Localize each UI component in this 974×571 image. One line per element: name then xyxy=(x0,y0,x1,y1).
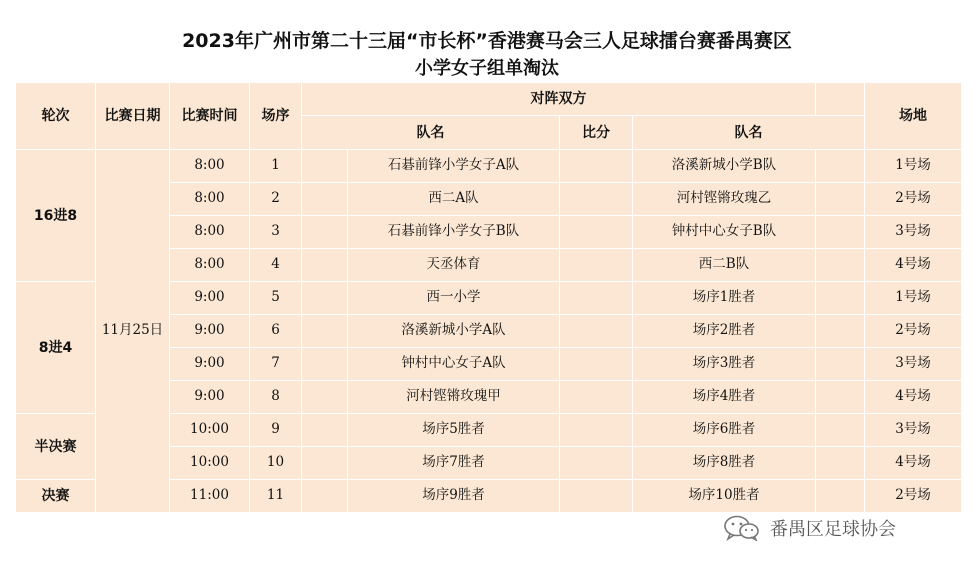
seq-cell: 1 xyxy=(250,150,302,183)
round-cell: 决赛 xyxy=(16,480,96,513)
venue-cell: 1号场 xyxy=(865,150,962,183)
spacer-cell xyxy=(302,447,348,480)
spacer-cell xyxy=(816,447,865,480)
venue-cell: 2号场 xyxy=(865,315,962,348)
spacer-cell xyxy=(302,381,348,414)
round-cell: 半决赛 xyxy=(16,414,96,480)
team-a-cell: 场序5胜者 xyxy=(348,414,560,447)
score-cell xyxy=(560,381,633,414)
spacer-cell xyxy=(302,216,348,249)
round-cell: 16进8 xyxy=(16,150,96,282)
venue-cell: 3号场 xyxy=(865,216,962,249)
time-cell: 9:00 xyxy=(170,381,250,414)
team-a-cell: 天丞体育 xyxy=(348,249,560,282)
spacer-cell xyxy=(816,150,865,183)
score-cell xyxy=(560,447,633,480)
team-b-cell: 场序1胜者 xyxy=(633,282,816,315)
score-cell xyxy=(560,480,633,513)
team-a-cell: 西二A队 xyxy=(348,183,560,216)
spacer-cell xyxy=(816,480,865,513)
page-title: 2023年广州市第二十三届“市长杯”香港赛马会三人足球擂台赛番禺赛区 xyxy=(182,30,792,52)
team-b-cell: 场序10胜者 xyxy=(633,480,816,513)
header-date: 比赛日期 xyxy=(96,83,170,150)
spacer-cell xyxy=(816,348,865,381)
time-cell: 8:00 xyxy=(170,183,250,216)
team-a-cell: 河村铿锵玫瑰甲 xyxy=(348,381,560,414)
team-a-cell: 洛溪新城小学A队 xyxy=(348,315,560,348)
team-b-cell: 西二B队 xyxy=(633,249,816,282)
team-b-cell: 场序3胜者 xyxy=(633,348,816,381)
venue-cell: 1号场 xyxy=(865,282,962,315)
team-a-cell: 场序9胜者 xyxy=(348,480,560,513)
date-cell: 11月25日 xyxy=(96,150,170,513)
spacer-cell xyxy=(302,414,348,447)
spacer-cell xyxy=(302,348,348,381)
team-b-cell: 场序2胜者 xyxy=(633,315,816,348)
score-cell xyxy=(560,414,633,447)
table-row xyxy=(16,150,962,183)
header-time: 比赛时间 xyxy=(170,83,250,150)
team-a-cell: 石碁前锋小学女子A队 xyxy=(348,150,560,183)
seq-cell: 5 xyxy=(250,282,302,315)
spacer-cell xyxy=(302,183,348,216)
watermark xyxy=(722,513,896,543)
spacer-cell xyxy=(302,249,348,282)
venue-cell: 4号场 xyxy=(865,381,962,414)
time-cell: 8:00 xyxy=(170,216,250,249)
time-cell: 10:00 xyxy=(170,447,250,480)
spacer-cell xyxy=(816,282,865,315)
score-cell xyxy=(560,183,633,216)
header-score: 比分 xyxy=(560,116,633,150)
team-a-cell: 钟村中心女子A队 xyxy=(348,348,560,381)
seq-cell: 6 xyxy=(250,315,302,348)
seq-cell: 8 xyxy=(250,381,302,414)
spacer-cell xyxy=(816,216,865,249)
header-round: 轮次 xyxy=(16,83,96,150)
seq-cell: 9 xyxy=(250,414,302,447)
header-team-b: 队名 xyxy=(633,116,865,150)
page-subtitle: 小学女子组单淘汰 xyxy=(415,58,559,79)
seq-cell: 2 xyxy=(250,183,302,216)
header-team-a: 队名 xyxy=(302,116,560,150)
team-b-cell: 钟村中心女子B队 xyxy=(633,216,816,249)
venue-cell: 4号场 xyxy=(865,447,962,480)
venue-cell: 2号场 xyxy=(865,480,962,513)
spacer-cell xyxy=(816,249,865,282)
spacer-cell xyxy=(302,480,348,513)
time-cell: 8:00 xyxy=(170,150,250,183)
seq-cell: 11 xyxy=(250,480,302,513)
header-matchup: 对阵双方 xyxy=(302,83,816,116)
spacer-cell xyxy=(302,282,348,315)
score-cell xyxy=(560,150,633,183)
seq-cell: 3 xyxy=(250,216,302,249)
seq-cell: 7 xyxy=(250,348,302,381)
spacer-cell xyxy=(816,414,865,447)
spacer-cell xyxy=(816,183,865,216)
time-cell: 8:00 xyxy=(170,249,250,282)
time-cell: 9:00 xyxy=(170,315,250,348)
time-cell: 10:00 xyxy=(170,414,250,447)
score-cell xyxy=(560,249,633,282)
time-cell: 9:00 xyxy=(170,348,250,381)
team-a-cell: 场序7胜者 xyxy=(348,447,560,480)
score-cell xyxy=(560,282,633,315)
team-b-cell: 河村铿锵玫瑰乙 xyxy=(633,183,816,216)
team-b-cell: 洛溪新城小学B队 xyxy=(633,150,816,183)
header-seq: 场序 xyxy=(250,83,302,150)
score-cell xyxy=(560,348,633,381)
seq-cell: 4 xyxy=(250,249,302,282)
spacer-cell xyxy=(302,315,348,348)
time-cell: 9:00 xyxy=(170,282,250,315)
team-a-cell: 石碁前锋小学女子B队 xyxy=(348,216,560,249)
team-b-cell: 场序6胜者 xyxy=(633,414,816,447)
wechat-icon xyxy=(722,515,762,541)
time-cell: 11:00 xyxy=(170,480,250,513)
round-cell: 8进4 xyxy=(16,282,96,414)
score-cell xyxy=(560,216,633,249)
schedule-table xyxy=(15,82,962,513)
venue-cell: 4号场 xyxy=(865,249,962,282)
watermark-text: 番禺区足球协会 xyxy=(770,519,896,540)
spacer-cell xyxy=(816,315,865,348)
spacer-cell xyxy=(816,381,865,414)
spacer-cell xyxy=(302,150,348,183)
venue-cell: 2号场 xyxy=(865,183,962,216)
seq-cell: 10 xyxy=(250,447,302,480)
score-cell xyxy=(560,315,633,348)
team-b-cell: 场序4胜者 xyxy=(633,381,816,414)
team-a-cell: 西一小学 xyxy=(348,282,560,315)
venue-cell: 3号场 xyxy=(865,348,962,381)
header-blank xyxy=(816,83,865,116)
venue-cell: 3号场 xyxy=(865,414,962,447)
team-b-cell: 场序8胜者 xyxy=(633,447,816,480)
header-venue: 场地 xyxy=(865,83,962,150)
